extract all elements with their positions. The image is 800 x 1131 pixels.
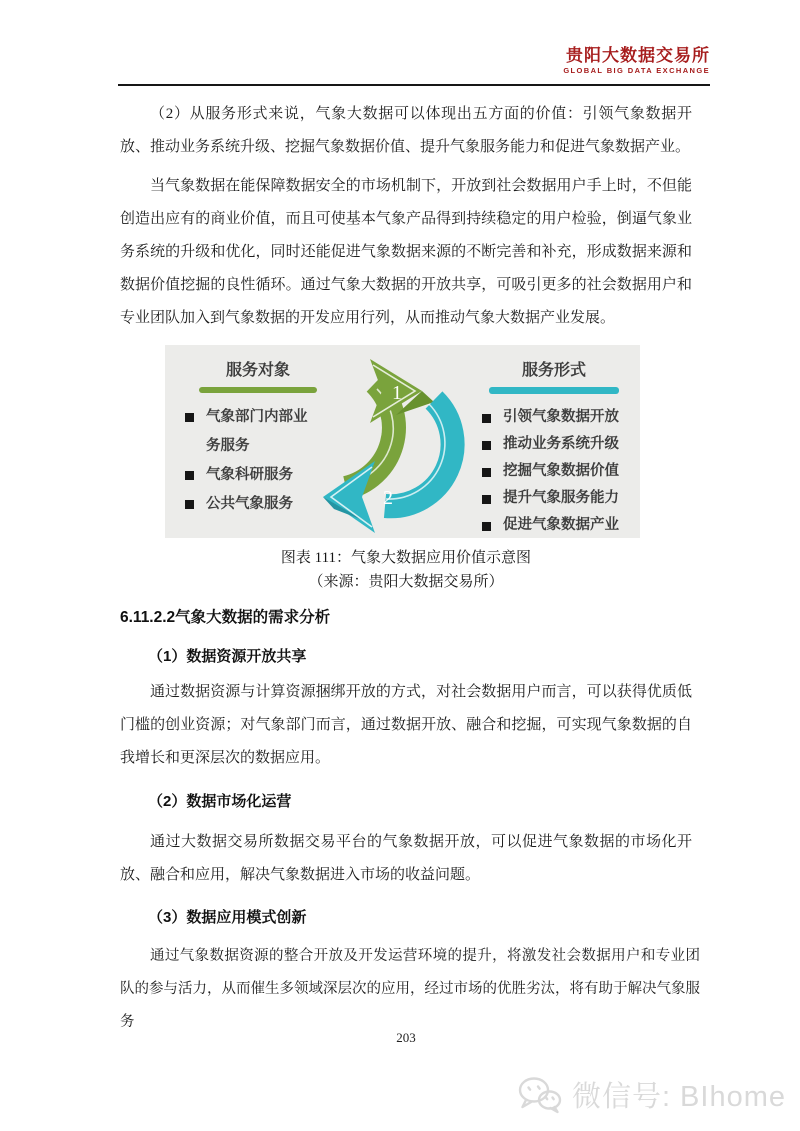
subsection-title-3: （3）数据应用模式创新	[148, 909, 307, 926]
watermark-text: 微信号: BIhome	[571, 1081, 786, 1113]
square-bullet-icon	[482, 441, 491, 450]
brand-subtitle: GLOBAL BIG DATA EXCHANGE	[563, 66, 710, 75]
section-heading: 6.11.2.2气象大数据的需求分析	[120, 609, 331, 626]
square-bullet-icon	[482, 495, 491, 504]
list-item-label: 气象部门内部业务服务	[206, 409, 308, 454]
list-item	[476, 512, 632, 539]
brand-title: 贵阳大数据交易所	[566, 46, 710, 65]
list-item-label: 提升气象服务能力	[503, 490, 619, 506]
list-item-label: 公共气象服务	[206, 496, 293, 512]
paragraph-1: （2）从服务形式来说，气象大数据可以体现出五方面的价值：引领气象数据开放、推动业务系统升级、挖掘气象数据价值、提升气象服务能力和促进气象数据产业。	[120, 106, 692, 155]
square-bullet-icon	[482, 468, 491, 477]
paragraph-2: 当气象数据在能保障数据安全的市场机制下，开放到社会数据用户手上时，不但能创造出应有的商业价值，而且可使基本气象产品得到持续稳定的用户检验，倒逼气象业务系统的升级和优化，同时还能促进气象数据来源的不断完善和补充，形成数据来源和数据价值挖掘的良性循环。通过气象大数据的开放共享，可吸引更多的社会数据用户和专业团队加入到气象数据的开发应用行列，从而推动气象大数据产业发展。	[120, 178, 692, 326]
list-item-label: 气象科研服务	[206, 467, 293, 483]
figure-right-column	[476, 361, 632, 539]
list-item-label: 促进气象数据产业	[503, 517, 619, 533]
subsection-title-2: （2）数据市场化运营	[148, 793, 292, 810]
list-item-label: 推动业务系统升级	[503, 436, 619, 452]
list-item	[476, 458, 632, 485]
figure-right-title: 服务形式	[521, 362, 586, 379]
figure-right-list	[476, 404, 632, 539]
subsection-body-1: 通过数据资源与计算资源捆绑开放的方式，对社会数据用户而言，可以获得优质低门槛的创业资源；对气象部门而言，通过数据开放、融合和挖掘，可实现气象数据的自我增长和更深层次的数据应用。	[120, 684, 692, 766]
square-bullet-icon	[482, 522, 491, 531]
figure-left-title: 服务对象	[225, 362, 290, 379]
list-item	[476, 431, 632, 458]
square-bullet-icon	[185, 413, 194, 422]
cycle-arrows-graphic	[295, 351, 490, 536]
subsection-body-3: 通过气象数据资源的整合开放及开发运营环境的提升，将激发社会数据用户和专业团队的参与活力，从而催生多领域深层次的应用，经过市场的优胜劣汰，将有助于解决气象服务	[120, 948, 700, 1030]
figure-panel	[165, 345, 640, 538]
arrow-2-label: 2	[383, 487, 393, 509]
wechat-icon	[517, 1075, 563, 1115]
figure-caption	[120, 546, 692, 594]
list-item-label: 引领气象数据开放	[503, 409, 619, 425]
brand-block	[563, 46, 710, 76]
list-item	[476, 485, 632, 512]
watermark	[517, 1074, 786, 1115]
page-number: 203	[396, 1030, 416, 1045]
square-bullet-icon	[482, 414, 491, 423]
list-item	[476, 404, 632, 431]
figure-caption-title: 图表 111：气象大数据应用价值示意图	[280, 550, 532, 566]
list-item-label: 挖掘气象数据价值	[503, 463, 619, 479]
figure-right-underline	[489, 387, 619, 394]
figure-caption-source: （来源：贵阳大数据交易所）	[308, 574, 504, 590]
arrow-1-label: 1	[392, 382, 402, 404]
subsection-body-2: 通过大数据交易所数据交易平台的气象数据开放，可以促进气象数据的市场化开放、融合和应用，解决气象数据进入市场的收益问题。	[120, 834, 692, 883]
subsection-title-1: （1）数据资源开放共享	[148, 648, 307, 665]
square-bullet-icon	[185, 500, 194, 509]
square-bullet-icon	[185, 471, 194, 480]
header-rule	[118, 84, 710, 86]
